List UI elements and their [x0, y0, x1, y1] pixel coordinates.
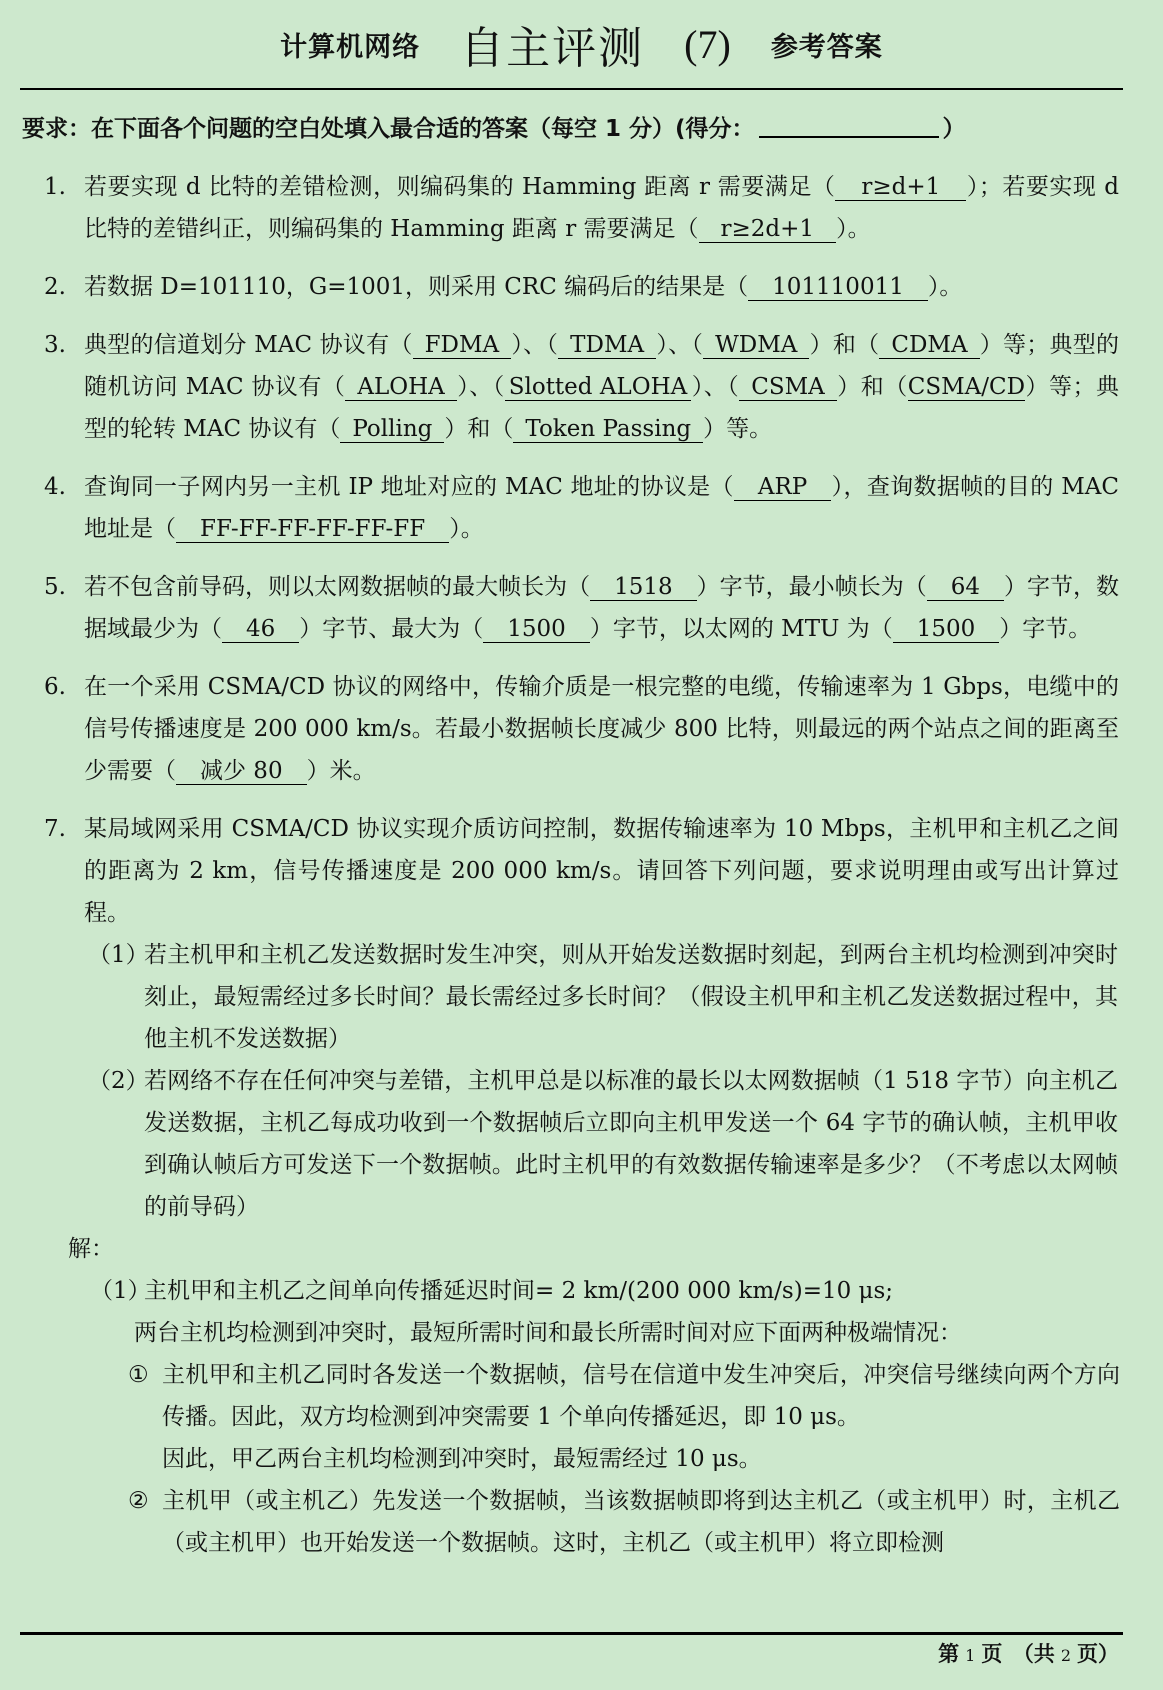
question-2	[44, 266, 1119, 308]
question-text: ）等。	[703, 416, 773, 442]
case-body: 主机甲和主机乙同时各发送一个数据帧，信号在信道中发生冲突后，冲突信号继续向两个方向传播。因此，双方均检测到冲突需要 1 个单向传播延迟，即 10 μs。	[162, 1362, 1120, 1430]
score-blank	[759, 112, 939, 138]
question-text: 若要实现 d 比特的差错检测，则编码集的 Hamming 距离 r 需要满足（	[84, 174, 836, 200]
footer-text: 第	[938, 1642, 960, 1666]
solution-part-1	[90, 1270, 1120, 1312]
question-text: ）米。	[306, 758, 376, 784]
footer-text: 页）	[1077, 1642, 1119, 1666]
answer: r≥2d+1	[699, 216, 837, 243]
part-number: （1）	[88, 942, 149, 968]
question-number: 1.	[44, 174, 66, 200]
answer: 64	[927, 574, 1004, 601]
question-number: 7.	[44, 816, 66, 842]
part-body: 若主机甲和主机乙发送数据时发生冲突，则从开始发送数据时刻起，到两台主机均检测到冲突时刻止，最短需经过多长时间？最长需经过多长时间？（假设主机甲和主机乙发送数据过程中，其他主机不发送数据）	[144, 942, 1118, 1052]
answer: WDMA	[703, 332, 809, 359]
answer: TDMA	[558, 332, 656, 359]
question-body	[44, 666, 1119, 792]
question-number: 3.	[44, 332, 66, 358]
question-text: ）；若要实现 d 比特的差错纠正，则编码集的 Hamming 距离 r 需要满足（	[84, 174, 1119, 242]
case-number: ②	[128, 1488, 149, 1514]
question-text: ）、（	[691, 374, 740, 400]
quiz-number: (7)	[684, 21, 731, 67]
requirement-text: 要求：在下面各个问题的空白处填入最合适的答案（每空 1 分）(得分：	[22, 116, 755, 142]
question-text: ）等；典型的随机访问 MAC 协议有（	[84, 332, 1120, 400]
question-number: 4.	[44, 474, 66, 500]
question-text: ）字节、最大为（	[299, 616, 484, 642]
question-text: 典型的信道划分 MAC 协议有（	[84, 332, 413, 358]
answer: Slotted ALOHA	[505, 374, 692, 401]
question-text: 查询同一子网内另一主机 IP 地址对应的 MAC 地址的协议是（	[84, 474, 734, 500]
part-body: 主机甲和主机乙之间单向传播延迟时间= 2 km/(200 000 km/s)=10 μs;	[144, 1278, 894, 1304]
answer: ARP	[734, 474, 831, 501]
answer: CDMA	[879, 332, 979, 359]
answer: 46	[222, 616, 299, 643]
answer: Token Passing	[513, 416, 703, 443]
answer: r≥d+1	[835, 174, 966, 201]
question-text: ）。	[836, 216, 871, 242]
question-3	[44, 324, 1119, 450]
question-7-part-1	[88, 934, 1118, 1060]
question-text: ）和（	[444, 416, 514, 442]
question-5	[44, 566, 1119, 650]
title-row	[0, 14, 1163, 74]
question-text: ）、（	[511, 332, 559, 358]
requirement-line	[22, 112, 1132, 146]
content	[0, 166, 1163, 1564]
question-body	[44, 166, 1119, 250]
bottom-rule	[20, 1632, 1123, 1635]
case-conclusion: 因此，甲乙两台主机均检测到冲突时，最短需经过 10 μs。	[162, 1446, 762, 1472]
question-body: 某局域网采用 CSMA/CD 协议实现介质访问控制，数据传输速率为 10 Mbps，主机甲和主机乙之间的距离为 2 km，信号传播速度是 200 000 km/s。请回答下列问题，要求说明理由或写出计算过程。	[84, 816, 1119, 926]
footer-text: 页 （共	[981, 1642, 1055, 1666]
page-number: 1	[965, 1646, 976, 1665]
question-7	[44, 808, 1119, 934]
question-text: ）。	[449, 516, 484, 542]
answer: Polling	[340, 416, 444, 443]
question-4	[44, 466, 1119, 550]
requirement-close: ）	[942, 116, 966, 142]
question-text: 若不包含前导码，则以太网数据帧的最大帧长为（	[84, 574, 591, 600]
question-body	[44, 324, 1119, 450]
total-pages: 2	[1060, 1646, 1071, 1665]
solution-line: 两台主机均检测到冲突时，最短所需时间和最长所需时间对应下面两种极端情况：	[134, 1320, 962, 1346]
answer: 1518	[590, 574, 697, 601]
page-title: 自主评测	[460, 23, 645, 74]
question-text: ）、（	[456, 374, 505, 400]
question-text: ），查询数据帧的目的 MAC 地址是（	[84, 474, 1119, 542]
answer: FDMA	[413, 332, 512, 359]
question-body	[44, 266, 1119, 308]
answer: CSMA	[739, 374, 837, 401]
answer: ALOHA	[345, 374, 456, 401]
question-text: 若数据 D=101110，G=1001，则采用 CRC 编码后的结果是（	[84, 274, 749, 300]
question-7-part-2	[88, 1060, 1118, 1228]
answer: CSMA/CD	[907, 374, 1026, 400]
question-6	[44, 666, 1119, 792]
answer: 减少 80	[176, 758, 307, 785]
question-number: 6.	[44, 674, 66, 700]
part-number: （2）	[88, 1068, 149, 1094]
course-name: 计算机网络	[280, 31, 421, 63]
case-1	[128, 1354, 1120, 1480]
question-text: ）。	[927, 274, 963, 300]
question-text: ）字节。	[999, 616, 1092, 642]
question-text: ）和（	[809, 332, 880, 358]
question-text: ）等；典型的轮转 MAC 协议有（	[84, 374, 1120, 442]
question-text: ）和（	[836, 374, 908, 400]
question-1	[44, 166, 1119, 250]
question-text: ）字节，数据域最少为（	[84, 574, 1120, 642]
page-subtitle: 参考答案	[770, 31, 883, 63]
answer: 1500	[893, 616, 1000, 643]
question-number: 2.	[44, 274, 66, 300]
part-number: （1）	[90, 1278, 151, 1304]
question-text: ）字节，最小帧长为（	[696, 574, 927, 600]
page-footer	[938, 1638, 1119, 1672]
answer: FF-FF-FF-FF-FF-FF	[176, 516, 449, 543]
case-body: 主机甲（或主机乙）先发送一个数据帧，当该数据帧即将到达主机乙（或主机甲）时，主机乙（或主机甲）也开始发送一个数据帧。这时，主机乙（或主机甲）将立即检测	[162, 1488, 1120, 1556]
answer: 1500	[483, 616, 590, 643]
question-text: ）字节，以太网的 MTU 为（	[589, 616, 893, 642]
question-body	[44, 466, 1119, 550]
question-text: 在一个采用 CSMA/CD 协议的网络中，传输介质是一根完整的电缆，传输速率为 1 Gbps，电缆中的信号传播速度是 200 000 km/s。若最小数据帧长度减少 800 比特，则最远的两个站点之间的距离至少需要（	[84, 674, 1119, 784]
question-number: 5.	[44, 574, 66, 600]
top-rule	[20, 88, 1123, 90]
solution-label: 解：	[68, 1236, 114, 1262]
part-body: 若网络不存在任何冲突与差错，主机甲总是以标准的最长以太网数据帧（1 518 字节）向主机乙发送数据，主机乙每成功收到一个数据帧后立即向主机甲发送一个 64 字节的确认帧，主机甲收到确认帧后方可发送下一个数据帧。此时主机甲的有效数据传输速率是多少？（不考虑以太网帧的前导码）	[144, 1068, 1118, 1220]
question-text: ）、（	[656, 332, 704, 358]
question-body	[44, 566, 1119, 650]
case-2	[128, 1480, 1120, 1564]
answer: 101110011	[748, 274, 928, 301]
case-number: ①	[128, 1362, 149, 1388]
